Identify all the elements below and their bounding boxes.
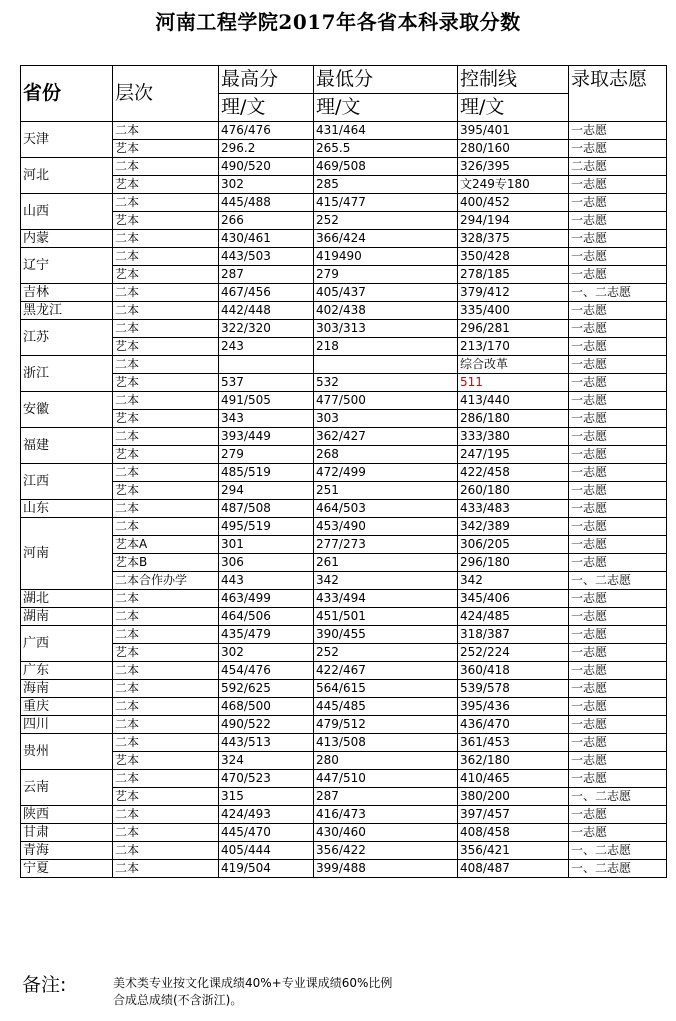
cell-max-score: 322/320 [219,320,314,338]
cell-province: 吉林 [21,284,113,302]
table-row [21,158,667,176]
cell-min-score: 399/488 [314,860,458,878]
table-row [21,698,667,716]
cell-min-score: 285 [314,176,458,194]
cell-level: 二本 [113,734,219,752]
cell-max-score: 467/456 [219,284,314,302]
cell-admit-choice: 一志愿 [569,320,667,338]
cell-admit-choice: 一、二志愿 [569,284,667,302]
header-province: 省份 [21,66,113,122]
cell-level: 二本 [113,464,219,482]
cell-max-score: 445/488 [219,194,314,212]
cell-control-line: 318/387 [458,626,569,644]
cell-admit-choice: 一志愿 [569,752,667,770]
cell-province: 海南 [21,680,113,698]
cell-control-line: 260/180 [458,482,569,500]
cell-max-score: 490/520 [219,158,314,176]
cell-level: 艺本 [113,446,219,464]
cell-level: 二本 [113,860,219,878]
cell-control-line: 410/465 [458,770,569,788]
cell-min-score: 366/424 [314,230,458,248]
cell-min-score: 445/485 [314,698,458,716]
table-row [21,392,667,410]
cell-level: 二本 [113,428,219,446]
cell-max-score: 266 [219,212,314,230]
cell-admit-choice: 一志愿 [569,266,667,284]
cell-control-line: 350/428 [458,248,569,266]
table-row [21,410,667,428]
cell-province: 湖南 [21,608,113,626]
cell-level: 二本 [113,284,219,302]
table-row [21,320,667,338]
cell-admit-choice: 一志愿 [569,302,667,320]
cell-admit-choice: 一志愿 [569,680,667,698]
cell-max-score: 445/470 [219,824,314,842]
cell-province: 内蒙 [21,230,113,248]
cell-min-score: 252 [314,644,458,662]
cell-max-score: 463/499 [219,590,314,608]
cell-admit-choice: 一志愿 [569,212,667,230]
cell-control-line: 422/458 [458,464,569,482]
cell-level: 艺本 [113,176,219,194]
cell-admit-choice: 一、二志愿 [569,860,667,878]
cell-control-line: 397/457 [458,806,569,824]
header-max-score: 最高分 [219,66,314,94]
cell-max-score: 443 [219,572,314,590]
cell-control-line: 328/375 [458,230,569,248]
cell-level: 二本 [113,248,219,266]
cell-control-line: 342/389 [458,518,569,536]
cell-control-line: 306/205 [458,536,569,554]
cell-province: 安徽 [21,392,113,428]
cell-min-score: 362/427 [314,428,458,446]
cell-max-score: 302 [219,176,314,194]
table-row [21,644,667,662]
cell-admit-choice: 一志愿 [569,248,667,266]
cell-province: 重庆 [21,698,113,716]
cell-province: 宁夏 [21,860,113,878]
cell-level: 艺本 [113,374,219,392]
cell-admit-choice: 一志愿 [569,230,667,248]
header-max-sub: 理/文 [219,94,314,122]
cell-control-line: 286/180 [458,410,569,428]
cell-max-score: 393/449 [219,428,314,446]
cell-level: 二本 [113,608,219,626]
admission-score-table [20,65,667,878]
table-row [21,500,667,518]
cell-province: 浙江 [21,356,113,392]
cell-level: 二本 [113,842,219,860]
cell-admit-choice: 一志愿 [569,626,667,644]
cell-control-line: 247/195 [458,446,569,464]
cell-control-line: 395/401 [458,122,569,140]
cell-control-line: 333/380 [458,428,569,446]
cell-province: 山西 [21,194,113,230]
table-row [21,626,667,644]
cell-admit-choice: 一志愿 [569,806,667,824]
header-min-sub: 理/文 [314,94,458,122]
cell-control-line: 294/194 [458,212,569,230]
cell-level: 二本 [113,590,219,608]
cell-admit-choice: 一、二志愿 [569,572,667,590]
cell-level: 艺本 [113,212,219,230]
cell-level: 二本 [113,626,219,644]
cell-max-score: 279 [219,446,314,464]
cell-min-score: 265.5 [314,140,458,158]
cell-control-line: 380/200 [458,788,569,806]
header-level: 层次 [113,66,219,122]
note-line-1: 美术类专业按文化课成绩40%+专业课成绩60%比例 [113,976,393,990]
cell-min-score: 472/499 [314,464,458,482]
table-row [21,806,667,824]
cell-admit-choice: 一志愿 [569,464,667,482]
cell-admit-choice: 一志愿 [569,644,667,662]
cell-max-score: 405/444 [219,842,314,860]
cell-level: 艺本B [113,554,219,572]
cell-province: 贵州 [21,734,113,770]
cell-admit-choice: 一志愿 [569,734,667,752]
cell-max-score: 243 [219,338,314,356]
cell-province: 江苏 [21,320,113,356]
cell-control-line: 379/412 [458,284,569,302]
cell-admit-choice: 一志愿 [569,518,667,536]
cell-max-score: 302 [219,644,314,662]
cell-max-score: 442/448 [219,302,314,320]
cell-admit-choice: 一志愿 [569,824,667,842]
cell-max-score: 301 [219,536,314,554]
cell-control-line: 408/487 [458,860,569,878]
cell-max-score: 491/505 [219,392,314,410]
cell-admit-choice: 一志愿 [569,482,667,500]
table-row [21,122,667,140]
cell-max-score: 424/493 [219,806,314,824]
cell-level: 二本 [113,698,219,716]
cell-min-score [314,356,458,374]
header-row [21,66,667,94]
cell-min-score: 261 [314,554,458,572]
cell-min-score: 413/508 [314,734,458,752]
cell-max-score: 287 [219,266,314,284]
cell-min-score: 447/510 [314,770,458,788]
cell-admit-choice: 一志愿 [569,122,667,140]
cell-level: 二本 [113,392,219,410]
cell-admit-choice: 一志愿 [569,374,667,392]
table-row [21,824,667,842]
table-row [21,572,667,590]
cell-control-line: 326/395 [458,158,569,176]
cell-level: 二本 [113,230,219,248]
cell-level: 二本 [113,680,219,698]
cell-min-score: 477/500 [314,392,458,410]
cell-max-score: 495/519 [219,518,314,536]
cell-province: 辽宁 [21,248,113,284]
cell-control-line: 342 [458,572,569,590]
cell-min-score: 453/490 [314,518,458,536]
cell-max-score: 537 [219,374,314,392]
cell-level: 艺本 [113,266,219,284]
cell-min-score: 469/508 [314,158,458,176]
cell-max-score: 476/476 [219,122,314,140]
cell-province: 四川 [21,716,113,734]
cell-min-score: 431/464 [314,122,458,140]
cell-min-score: 416/473 [314,806,458,824]
cell-level: 二本 [113,824,219,842]
table-row [21,482,667,500]
cell-province: 山东 [21,500,113,518]
cell-level: 二本 [113,122,219,140]
header-control-line: 控制线 [458,66,569,94]
note-line-2: 合成总成绩(不含浙江)。 [113,993,243,1007]
cell-min-score: 564/615 [314,680,458,698]
table-row [21,338,667,356]
cell-admit-choice: 一志愿 [569,176,667,194]
cell-control-line: 213/170 [458,338,569,356]
table-row [21,716,667,734]
cell-province: 广西 [21,626,113,662]
cell-min-score: 268 [314,446,458,464]
cell-control-line: 360/418 [458,662,569,680]
cell-level: 二本 [113,770,219,788]
cell-control-line: 433/483 [458,500,569,518]
cell-min-score: 251 [314,482,458,500]
cell-control-line: 文249专180 [458,176,569,194]
cell-max-score: 443/513 [219,734,314,752]
cell-control-line: 综合改革 [458,356,569,374]
cell-level: 艺本 [113,644,219,662]
cell-max-score: 343 [219,410,314,428]
cell-min-score: 402/438 [314,302,458,320]
table-row [21,860,667,878]
cell-level: 艺本A [113,536,219,554]
cell-province: 福建 [21,428,113,464]
cell-max-score: 435/479 [219,626,314,644]
table-row [21,446,667,464]
cell-admit-choice: 一志愿 [569,446,667,464]
cell-max-score: 592/625 [219,680,314,698]
cell-control-line: 356/421 [458,842,569,860]
cell-max-score: 443/503 [219,248,314,266]
cell-admit-choice: 一志愿 [569,500,667,518]
cell-min-score: 422/467 [314,662,458,680]
table-row [21,536,667,554]
cell-control-line: 335/400 [458,302,569,320]
cell-admit-choice: 一志愿 [569,410,667,428]
table-row [21,374,667,392]
cell-control-line: 361/453 [458,734,569,752]
cell-min-score: 252 [314,212,458,230]
cell-level: 二本 [113,806,219,824]
cell-level: 艺本 [113,338,219,356]
cell-level: 二本 [113,662,219,680]
cell-level: 二本 [113,302,219,320]
cell-control-line: 362/180 [458,752,569,770]
cell-level: 二本 [113,158,219,176]
cell-level: 艺本 [113,410,219,428]
cell-min-score: 279 [314,266,458,284]
cell-min-score: 415/477 [314,194,458,212]
cell-max-score: 296.2 [219,140,314,158]
table-row [21,248,667,266]
table-row [21,842,667,860]
cell-province: 河南 [21,518,113,590]
table-row [21,266,667,284]
cell-max-score: 470/523 [219,770,314,788]
cell-province: 江西 [21,464,113,500]
cell-province: 湖北 [21,590,113,608]
cell-admit-choice: 一志愿 [569,662,667,680]
cell-admit-choice: 一志愿 [569,338,667,356]
cell-admit-choice: 一志愿 [569,608,667,626]
table-row [21,464,667,482]
table-row [21,194,667,212]
cell-admit-choice: 一、二志愿 [569,788,667,806]
table-row [21,608,667,626]
cell-admit-choice: 二志愿 [569,158,667,176]
table-row [21,230,667,248]
cell-max-score: 468/500 [219,698,314,716]
cell-max-score [219,356,314,374]
cell-max-score: 485/519 [219,464,314,482]
cell-max-score: 324 [219,752,314,770]
cell-province: 青海 [21,842,113,860]
cell-level: 二本 [113,518,219,536]
cell-min-score: 433/494 [314,590,458,608]
cell-min-score: 405/437 [314,284,458,302]
table-row [21,788,667,806]
cell-level: 艺本 [113,788,219,806]
cell-level: 二本 [113,194,219,212]
table-row [21,284,667,302]
cell-level: 艺本 [113,752,219,770]
cell-province: 天津 [21,122,113,158]
table-row [21,770,667,788]
table-row [21,176,667,194]
cell-admit-choice: 一志愿 [569,194,667,212]
cell-control-line: 296/180 [458,554,569,572]
table-row [21,752,667,770]
cell-max-score: 306 [219,554,314,572]
cell-province: 云南 [21,770,113,806]
cell-max-score: 487/508 [219,500,314,518]
cell-min-score: 390/455 [314,626,458,644]
cell-control-line: 400/452 [458,194,569,212]
note-label: 备注: [22,974,67,996]
table-row [21,680,667,698]
cell-min-score: 218 [314,338,458,356]
page-title: 河南工程学院2017年各省本科录取分数 [155,10,521,34]
cell-admit-choice: 一志愿 [569,590,667,608]
cell-min-score: 451/501 [314,608,458,626]
table-row [21,356,667,374]
cell-level: 二本 [113,356,219,374]
cell-admit-choice: 一志愿 [569,428,667,446]
header-admit-choice: 录取志愿 [569,66,667,122]
table-row [21,302,667,320]
table-row [21,662,667,680]
cell-control-line: 436/470 [458,716,569,734]
cell-min-score: 419490 [314,248,458,266]
cell-min-score: 287 [314,788,458,806]
header-min-score: 最低分 [314,66,458,94]
cell-admit-choice: 一志愿 [569,770,667,788]
cell-min-score: 464/503 [314,500,458,518]
table-row [21,212,667,230]
cell-level: 艺本 [113,482,219,500]
cell-control-line: 539/578 [458,680,569,698]
cell-level: 二本 [113,716,219,734]
table-row [21,590,667,608]
cell-max-score: 490/522 [219,716,314,734]
cell-control-line: 395/436 [458,698,569,716]
cell-level: 二本 [113,500,219,518]
cell-level: 二本合作办学 [113,572,219,590]
table-row [21,554,667,572]
note-text [113,975,533,1009]
cell-control-line: 413/440 [458,392,569,410]
cell-control-line: 296/281 [458,320,569,338]
cell-control-line: 280/160 [458,140,569,158]
cell-province: 广东 [21,662,113,680]
cell-min-score: 479/512 [314,716,458,734]
cell-admit-choice: 一志愿 [569,698,667,716]
cell-admit-choice: 一志愿 [569,140,667,158]
cell-min-score: 277/273 [314,536,458,554]
cell-min-score: 303/313 [314,320,458,338]
cell-level: 艺本 [113,140,219,158]
cell-province: 河北 [21,158,113,194]
cell-control-line: 345/406 [458,590,569,608]
cell-control-line: 278/185 [458,266,569,284]
cell-max-score: 419/504 [219,860,314,878]
cell-min-score: 342 [314,572,458,590]
cell-province: 黑龙江 [21,302,113,320]
table-row [21,428,667,446]
cell-admit-choice: 一、二志愿 [569,842,667,860]
cell-min-score: 356/422 [314,842,458,860]
table-row [21,518,667,536]
cell-max-score: 454/476 [219,662,314,680]
cell-control-line: 511 [458,374,569,392]
cell-admit-choice: 一志愿 [569,392,667,410]
cell-min-score: 532 [314,374,458,392]
table-row [21,734,667,752]
cell-min-score: 430/460 [314,824,458,842]
cell-min-score: 280 [314,752,458,770]
cell-max-score: 315 [219,788,314,806]
cell-max-score: 294 [219,482,314,500]
cell-province: 陕西 [21,806,113,824]
cell-min-score: 303 [314,410,458,428]
cell-control-line: 424/485 [458,608,569,626]
cell-max-score: 464/506 [219,608,314,626]
cell-province: 甘肃 [21,824,113,842]
cell-control-line: 408/458 [458,824,569,842]
cell-control-line: 252/224 [458,644,569,662]
cell-max-score: 430/461 [219,230,314,248]
cell-level: 二本 [113,320,219,338]
cell-admit-choice: 一志愿 [569,716,667,734]
cell-admit-choice: 一志愿 [569,536,667,554]
header-control-sub: 理/文 [458,94,569,122]
table-row [21,140,667,158]
cell-admit-choice: 一志愿 [569,356,667,374]
cell-admit-choice: 一志愿 [569,554,667,572]
